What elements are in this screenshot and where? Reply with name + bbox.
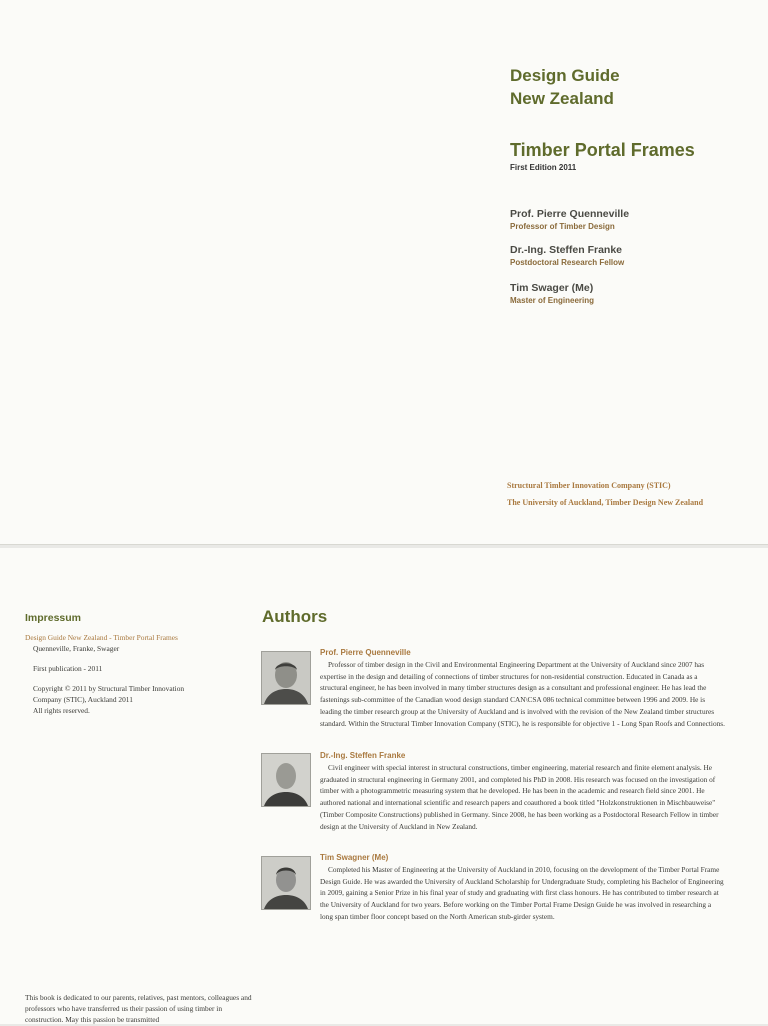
impressum-book-title: Design Guide New Zealand - Timber Portal Frames: [25, 633, 178, 642]
cover-author-role: Professor of Timber Design: [510, 222, 615, 231]
cover-title: [510, 64, 620, 110]
impressum-first-publication: First publication - 2011: [33, 664, 103, 673]
cover-title-line1: Design Guide: [510, 66, 620, 85]
publisher-block: [507, 477, 703, 511]
author-bio: Professor of timber design in the Civil and Environmental Engineering Department at the University of Auckland since 2007 has expertise in the design and detailing of connections of timber structures for non-residential construction. Educated in Canada as a structural engineer, he has been involved in many timber structures design as a consultant and professional engineer. He has lead the fastenings sub-committee of the Canadian wood design standard CAN\CSA 086 technical committee between 1996 and 2009. He is leading the timber research group at the University of Auckland and is involved with the revision of the New Zealand timber structures standard. Within the Structural Timber Innovation Company (STIC), he is responsible for objective 1 - Long Span Roofs and Connections.: [320, 660, 725, 728]
dedication-text: This book is dedicated to our parents, relatives, past mentors, colleagues and professors who have transferred us their passion of using timber in construction. May this passion be transmitted: [25, 993, 252, 1025]
impressum-authors: Quenneville, Franke, Swager: [33, 644, 120, 653]
portrait-icon: [262, 857, 310, 909]
author-photo-franke: [261, 753, 311, 807]
cover-author-2: [510, 244, 624, 267]
impressum-block: [25, 632, 245, 716]
authors-heading: Authors: [262, 607, 328, 626]
author-name: Prof. Pierre Quenneville: [320, 648, 411, 657]
impressum-heading: Impressum: [25, 612, 82, 624]
author-entry-swagner: [320, 853, 725, 923]
impressum-copyright-line1: Copyright © 2011 by Structural Timber Innovation: [33, 684, 185, 693]
author-entry-franke: [320, 751, 725, 832]
publisher-line1: Structural Timber Innovation Company (STIC): [507, 481, 671, 490]
author-name: Tim Swagner (Me): [320, 853, 389, 862]
cover-edition: First Edition 2011: [510, 163, 577, 172]
cover-author-name: Dr.-Ing. Steffen Franke: [510, 244, 623, 256]
cover-subtitle: Timber Portal Frames: [510, 140, 695, 160]
impressum-copyright-line2: Company (STIC), Auckland 2011: [33, 695, 133, 704]
cover-title-line2: New Zealand: [510, 89, 614, 108]
author-photo-swagner: [261, 856, 311, 910]
cover-author-1: [510, 208, 629, 231]
author-bio: Civil engineer with special interest in structural constructions, timber engineering, material research and finite element analysis. He graduated in structural engineering in Germany 2001, and completed his PhD in 2008. His research was focused on the investigation of timber with a photogrammetric measuring system that he developed. He has been in the academic and research field since 2001. He authored national and international scientific and research papers and coauthored a book titled "Holzkonstruktionen in Mischbauweise" (Timber Composite Constructions) published in Germany. Since 2008, he has been working as a Postdoctoral Research Fellow in timber design at the University of Auckland in New Zealand.: [320, 763, 719, 831]
cover-author-role: Master of Engineering: [510, 296, 595, 305]
author-name: Dr.-Ing. Steffen Franke: [320, 751, 406, 760]
author-photo-quenneville: [261, 651, 311, 705]
cover-author-name: Prof. Pierre Quenneville: [510, 208, 630, 220]
portrait-icon: [262, 652, 310, 704]
publisher-line2: The University of Auckland, Timber Design New Zealand: [507, 498, 704, 507]
author-bio: Completed his Master of Engineering at the University of Auckland in 2010, focusing on the development of the Timber Portal Frame Design Guide. He was awarded the University of Auckland Scholarship for Undergraduate Study, completing his Bachelor of Engineering in 2009, gaining a Senior Prize in his final year of study and graduating with first class honours. He has contributed to timber research at the University of Auckland for two years. Before working on the Timber Portal Frame Design Guide he was involved in researching a long span timber floor concept based on the North American stub-girder system.: [320, 865, 724, 921]
cover-author-name: Tim Swager (Me): [510, 282, 594, 294]
cover-author-role: Postdoctoral Research Fellow: [510, 258, 625, 267]
cover-author-3: [510, 282, 594, 305]
author-entry-quenneville: [320, 648, 725, 729]
impressum-rights: All rights reserved.: [33, 706, 90, 715]
portrait-icon: [262, 754, 310, 806]
